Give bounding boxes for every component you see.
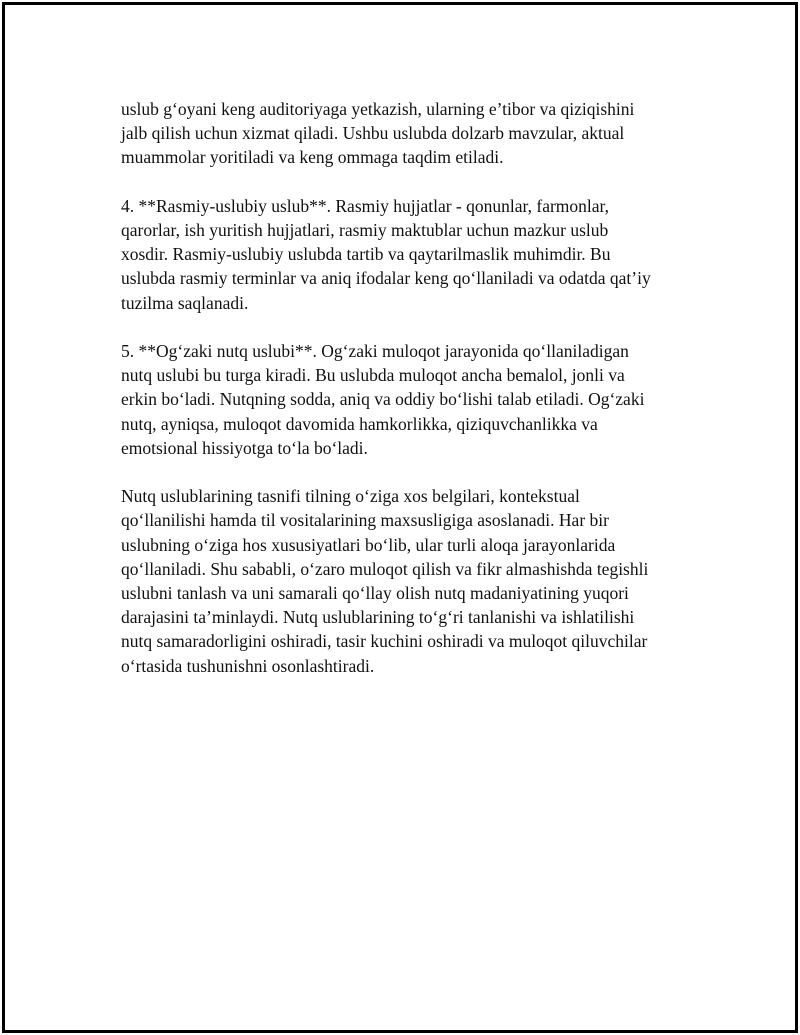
paragraph-publicistic-continuation: uslub g‘oyani keng auditoriyaga yetkazish, ularning e’tibor va qiziqishini jalb qilish uchun xizmat qiladi. Ushbu uslubda dolzarb mavzular, aktual muammolar yoritiladi va keng ommaga taqdim etiladi. (121, 99, 635, 168)
paragraph-colloquial-style: 5. **Og‘zaki nutq uslubi**. Og‘zaki muloqot jarayonida qo‘llaniladigan nutq uslubi bu turga kiradi. Bu uslubda muloqot ancha bemalol, jonli va erkin bo‘ladi. Nutqning sodda, aniq va oddiy bo‘lishi talab etiladi. Og‘zaki nutq, ayniqsa, muloqot davomida hamkorlikka, qiziquvchanlikka va emotsional hissiyotga to‘la bo‘ladi. (121, 341, 645, 458)
paragraph-conclusion: Nutq uslublarining tasnifi tilning o‘ziga xos belgilari, kontekstual qo‘llanilishi hamda til vositalarining maxsusligiga asoslanadi. Har bir uslubning o‘ziga hos xususiyatlari bo‘lib, ular turli aloqa jarayonlarida qo‘llaniladi. Shu sababli, o‘zaro muloqot qilish va fikr almashishda tegishli uslubni tanlash va uni samarali qo‘llay olish nutq madaniyatining yuqori darajasini ta’minlaydi. Nutq uslublarining to‘g‘ri tanlanishi va ishlatilishi nutq samaradorligini oshiradi, tasir kuchini oshiradi va muloqot qiluvchilar o‘rtasida tushunishni osonlashtiradi. (121, 486, 649, 676)
paragraph-official-style: 4. **Rasmiy-uslubiy uslub**. Rasmiy hujjatlar - qonunlar, farmonlar, qarorlar, ish yuritish hujjatlari, rasmiy maktublar uchun mazkur uslub xosdir. Rasmiy-uslubiy uslubda tartib va qaytarilmaslik muhimdir. Bu uslubda rasmiy terminlar va aniq ifodalar keng qo‘llaniladi va odatda qat’iy tuzilma saqlanadi. (121, 195, 651, 313)
page-frame (2, 2, 798, 1033)
page-body (121, 97, 691, 702)
